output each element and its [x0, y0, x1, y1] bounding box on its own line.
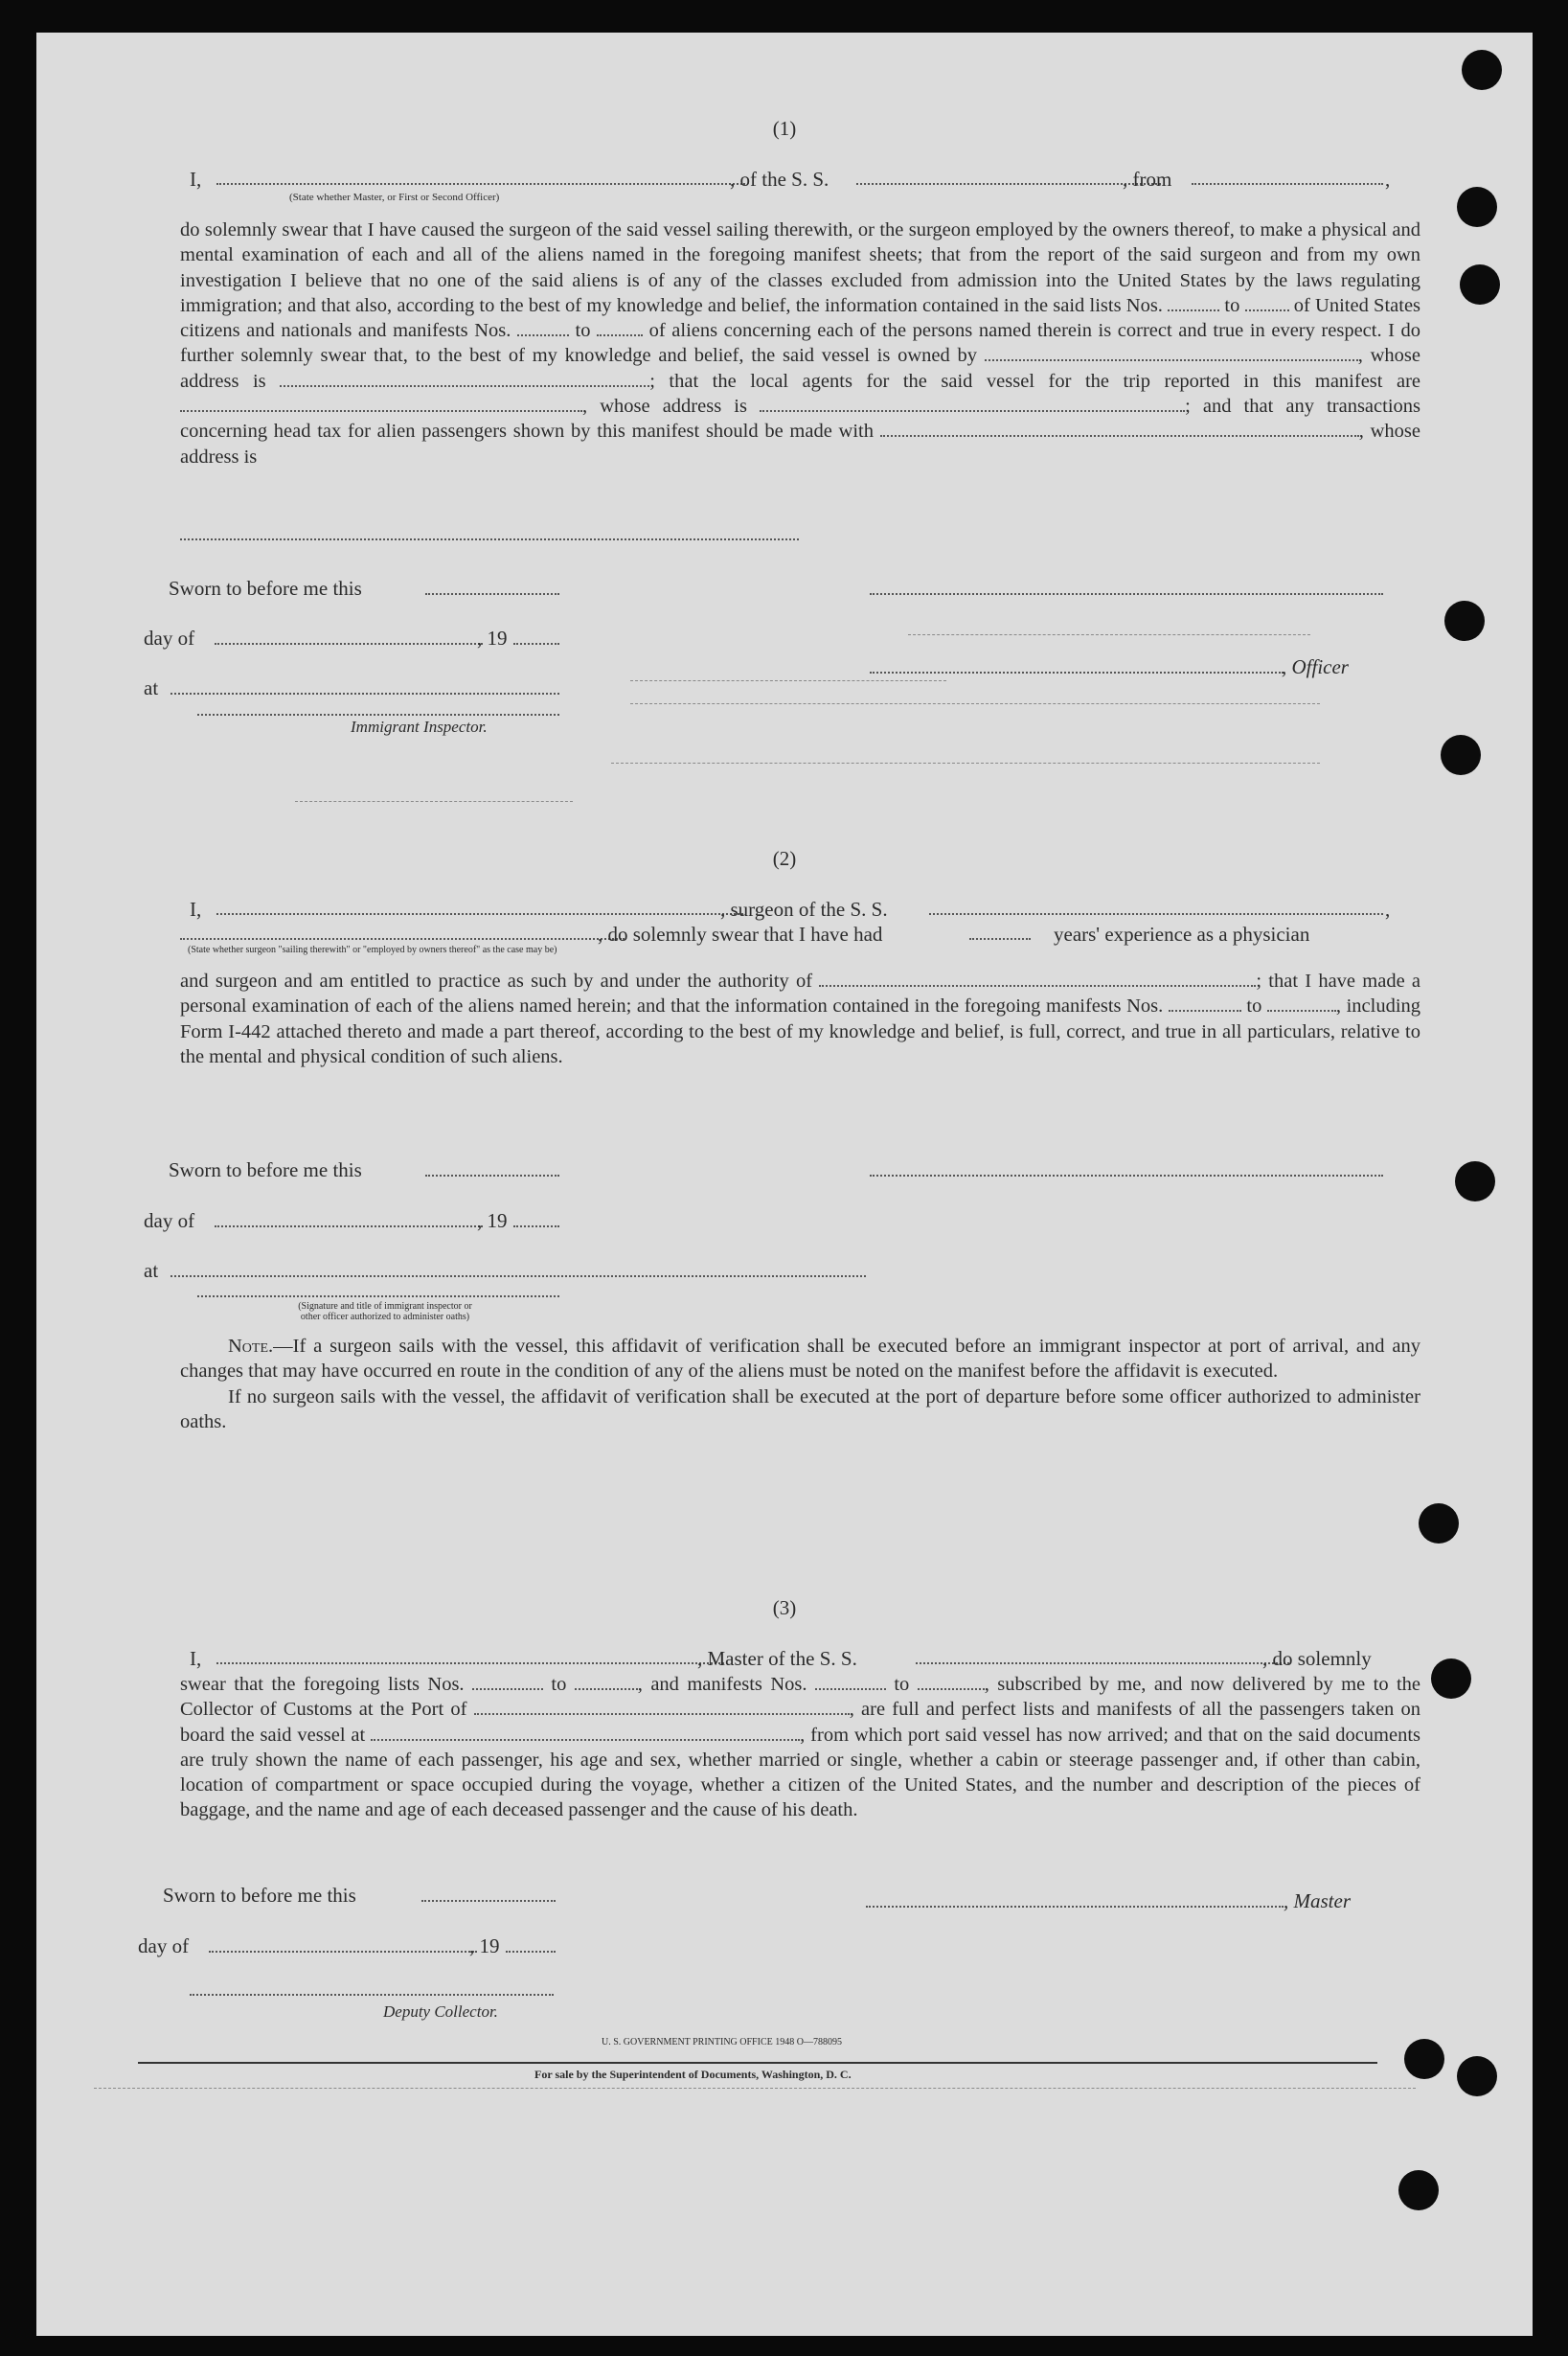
s3-month-field[interactable]	[209, 1951, 477, 1953]
s2-place-field[interactable]	[170, 1275, 866, 1277]
officer-label: , Officer	[1282, 655, 1349, 678]
s2-sworn-date-field[interactable]	[425, 1175, 559, 1177]
lists-from-field[interactable]	[1168, 295, 1219, 311]
manifests-from-field[interactable]	[517, 320, 569, 336]
faint-line	[94, 2088, 1416, 2089]
s1-place-field[interactable]	[170, 693, 559, 695]
deputy-collector-label: Deputy Collector.	[383, 2002, 498, 2021]
signature-note-line-2: other officer authorized to administer oaths)	[300, 1312, 470, 1322]
s1-officer-field[interactable]	[870, 672, 1284, 674]
years-experience-field[interactable]	[969, 938, 1031, 940]
s2-text-b: ; that I have made a personal examination of each of the aliens named herein; and that the information contained in the foregoing manifests Nos.	[180, 971, 1421, 1018]
section-3-affidavit	[180, 1672, 1420, 1823]
s2-to: to	[1246, 995, 1262, 1018]
s3-lists-to-field[interactable]	[575, 1674, 638, 1690]
deputy-signature-field[interactable]	[190, 1994, 554, 1996]
master-signature-field[interactable]	[866, 1906, 1284, 1908]
s1-day-of: day of	[144, 627, 195, 650]
punch-hole	[1398, 2170, 1439, 2210]
surgeon-status-field[interactable]	[180, 938, 625, 940]
note-text-1: —If a surgeon sails with the vessel, this affidavit of verification shall be executed before an immigrant inspector at port of arrival, and any changes that may have occurred en route in the condition of any of the aliens must be noted on the manifest before the affidavit is executed.	[180, 1336, 1420, 1383]
s3-i: I,	[190, 1647, 202, 1670]
faint-line	[630, 680, 946, 681]
s3-year: , 19	[469, 1934, 500, 1957]
s1-text-a: do solemnly swear that I have caused the surgeon of the said vessel sailing therewith, or the surgeon employed by the owners thereof, to make a physical and mental examination of each and all of the aliens named in the foregoing manifest sheets; that from the report of the said surgeon and from my own investigation I believe that no one of the said aliens is of any of the classes excluded from admission into the United States by the laws regulating immigration; and that also, according to the best of my knowledge and belief, the information contained in the said lists Nos.	[180, 219, 1420, 316]
s3-sworn-date-field[interactable]	[421, 1900, 556, 1902]
s3-manifests-to-field[interactable]	[918, 1674, 985, 1690]
s1-sworn-date-field[interactable]	[425, 593, 559, 595]
lists-to-field[interactable]	[1245, 295, 1289, 311]
s3-lists-from-field[interactable]	[472, 1674, 543, 1690]
s1-year: , 19	[477, 627, 508, 650]
s1-text-d: , whose address is	[180, 345, 1420, 392]
manifests-to-field[interactable]	[597, 320, 643, 336]
for-sale-notice: For sale by the Superintendent of Documents, Washington, D. C.	[534, 2068, 852, 2081]
s1-text-f: , whose address is	[582, 396, 747, 418]
section-2-note	[180, 1334, 1420, 1434]
s2-manifests-to-field[interactable]	[1267, 995, 1336, 1012]
s3-to: to	[894, 1674, 910, 1695]
master-name-field[interactable]	[216, 1662, 724, 1664]
officer-rank-note: (State whether Master, or First or Second Officer)	[289, 192, 500, 203]
authority-field[interactable]	[819, 971, 1256, 987]
s1-year-field[interactable]	[513, 643, 559, 645]
s3-solemnly: , do solemnly	[1262, 1647, 1372, 1670]
s3-text-a: swear that the foregoing lists Nos.	[180, 1674, 465, 1695]
section-2-affidavit	[180, 969, 1420, 1069]
punch-hole	[1457, 2056, 1497, 2096]
s1-text-h: , whose address is	[180, 421, 1420, 468]
s1-text-e: ; that the local agents for the said vessel for the trip reported in this manifest are	[649, 370, 1421, 392]
s1-text-b: of United States citizens and nationals and manifests Nos.	[180, 294, 1421, 342]
immigrant-inspector-label: Immigrant Inspector.	[351, 718, 488, 736]
punch-hole	[1441, 735, 1481, 775]
s3-vessel-field[interactable]	[916, 1662, 1289, 1664]
faint-line	[630, 703, 1320, 704]
s3-text-c: , subscribed by me, and now delivered by me to the Collector of Customs at the Port of	[180, 1674, 1421, 1721]
s3-to: to	[551, 1674, 567, 1695]
gpo-imprint: U. S. GOVERNMENT PRINTING OFFICE 1948 O—788095	[602, 2037, 842, 2047]
s2-day-of: day of	[144, 1209, 195, 1232]
head-tax-address-field[interactable]	[180, 538, 799, 540]
s1-month-field[interactable]	[215, 643, 483, 645]
s3-text-d: , are full and perfect lists and manifests of all the passengers taken on board the said vessel at	[180, 1699, 1420, 1746]
s2-vessel-field[interactable]	[929, 913, 1383, 915]
faint-line	[295, 801, 573, 802]
master-label: , Master	[1284, 1889, 1351, 1912]
s1-from: , from	[1123, 168, 1172, 191]
s2-at: at	[144, 1259, 159, 1282]
s1-to: to	[1224, 294, 1240, 316]
agents-address-field[interactable]	[760, 396, 1185, 412]
s3-text-b: , and manifests Nos.	[637, 1674, 807, 1695]
s2-manifests-from-field[interactable]	[1169, 995, 1241, 1012]
s2-text-c: , including Form I-442 attached thereto and made a part thereof, according to the best of my knowledge and belief, is full, correct, and true in all particulars, relative to the mental and physical condition of such aliens.	[180, 995, 1421, 1067]
s1-inspector-signature-field[interactable]	[197, 714, 559, 716]
surgeon-status-note: (State whether surgeon "sailing therewith" or "employed by owners thereof" as the case may be)	[188, 945, 557, 955]
s2-inspector-signature-field[interactable]	[197, 1295, 559, 1297]
section-1-number: (1)	[772, 117, 797, 140]
s2-text-a: and surgeon and am entitled to practice as such by and under the authority of	[180, 971, 813, 992]
punch-hole	[1455, 1161, 1495, 1201]
s2-i: I,	[190, 898, 202, 921]
section-3-number: (3)	[772, 1596, 797, 1619]
s2-year-field[interactable]	[513, 1225, 559, 1227]
vessel-name-field[interactable]	[856, 183, 1161, 185]
faint-line	[611, 763, 1320, 764]
faint-line	[908, 634, 1310, 635]
s1-signature-field[interactable]	[870, 593, 1383, 595]
s3-text-e: , from which port said vessel has now arrived; and that on the said documents are truly shown the name of each passenger, his age and sex, whether married or single, whether a cabin or steerage passenger and, if other than cabin, location of compartment or space occupied during the voyage, whether a citizen of the United States, and the number and description of the pieces of baggage, and the name and age of each deceased passenger and the cause of his death.	[180, 1724, 1421, 1821]
s3-master-ss: , Master of the S. S.	[697, 1647, 857, 1670]
s1-of-ss: , of the S. S.	[730, 168, 829, 191]
s1-i: I,	[190, 168, 202, 191]
owner-address-field[interactable]	[280, 371, 649, 387]
punch-hole	[1460, 264, 1500, 305]
s3-year-field[interactable]	[506, 1951, 556, 1953]
officer-name-field[interactable]	[216, 183, 745, 185]
s1-text-g: ; and that any transactions concerning head tax for alien passengers shown by this manifest should be made with	[180, 396, 1420, 443]
s2-year: , 19	[477, 1209, 508, 1232]
from-port-field[interactable]	[1192, 183, 1383, 185]
footer-rule	[138, 2062, 1377, 2064]
agents-field[interactable]	[180, 396, 582, 412]
s3-manifests-from-field[interactable]	[815, 1674, 886, 1690]
s2-sworn: Sworn to before me this	[169, 1158, 362, 1181]
punch-hole	[1462, 50, 1502, 90]
boarding-port-field[interactable]	[371, 1725, 800, 1741]
s1-at: at	[144, 676, 159, 699]
s1-sworn: Sworn to before me this	[169, 577, 362, 600]
s1-text-c: of aliens concerning each of the persons named therein is correct and true in every respect. I do further solemnly swear that, to the best of my knowledge and belief, the said vessel is owned by	[180, 320, 1421, 367]
punch-hole	[1444, 601, 1485, 641]
s2-surgeon-ss: , surgeon of the S. S.	[720, 898, 888, 921]
punch-hole	[1404, 2039, 1444, 2079]
s2-swear: , do solemnly swear that I have had	[598, 923, 883, 946]
head-tax-party-field[interactable]	[880, 421, 1359, 437]
punch-hole	[1457, 187, 1497, 227]
s2-signature-field[interactable]	[870, 1175, 1383, 1177]
section-2-number: (2)	[772, 847, 797, 870]
form-page	[36, 33, 1533, 2336]
s1-comma: ,	[1385, 168, 1391, 191]
s3-day-of: day of	[138, 1934, 190, 1957]
signature-title-note	[209, 1301, 561, 1322]
punch-hole	[1431, 1658, 1471, 1699]
s1-to: to	[575, 320, 591, 342]
section-1-affidavit	[180, 217, 1420, 469]
owner-field[interactable]	[985, 345, 1358, 361]
s2-comma: ,	[1385, 898, 1391, 921]
note-label: Note.	[228, 1336, 274, 1357]
s2-month-field[interactable]	[215, 1225, 483, 1227]
punch-hole	[1419, 1503, 1459, 1544]
s3-sworn: Sworn to before me this	[163, 1884, 356, 1907]
s2-years: years' experience as a physician	[1054, 923, 1310, 946]
surgeon-name-field[interactable]	[216, 913, 743, 915]
signature-note-line-1: (Signature and title of immigrant inspector or	[298, 1301, 472, 1312]
note-text-2: If no surgeon sails with the vessel, the affidavit of verification shall be executed at the port of departure before some officer authorized to administer oaths.	[180, 1385, 1420, 1432]
port-of-field[interactable]	[474, 1699, 850, 1715]
